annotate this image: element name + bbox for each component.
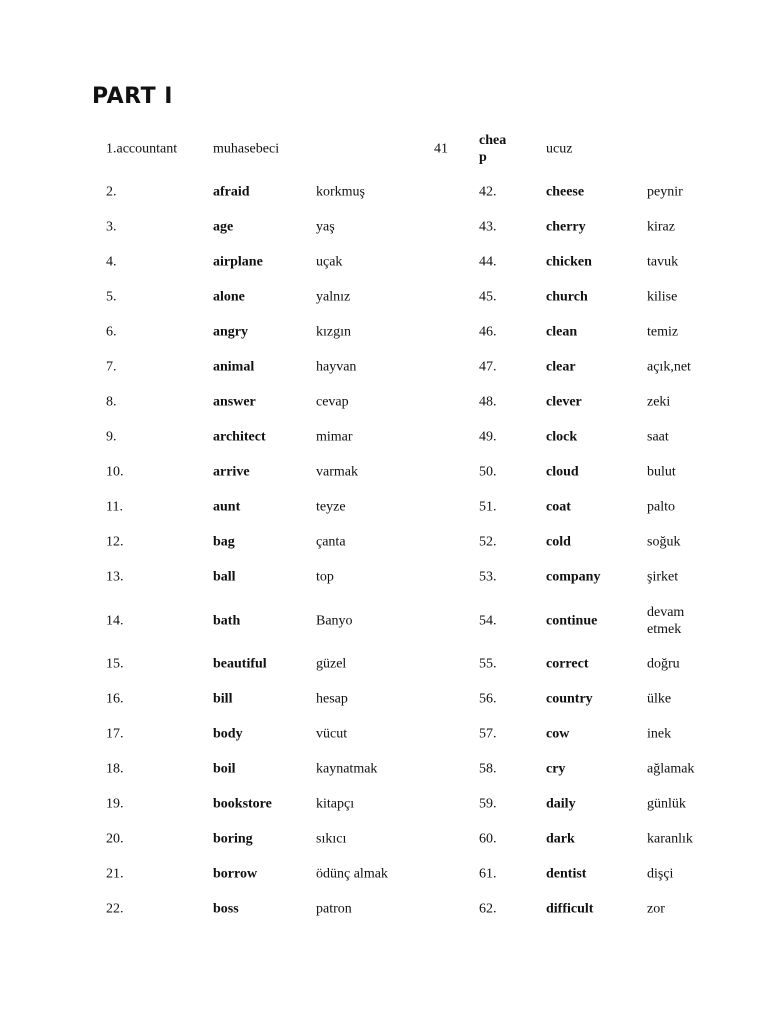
vocab-row [0, 455, 768, 489]
english-word-right: continue [546, 613, 598, 629]
vocab-row [0, 129, 768, 169]
english-word-right: country [546, 691, 593, 707]
vocab-row [0, 647, 768, 681]
english-word-right: cloud [546, 464, 579, 480]
vocab-row [0, 752, 768, 786]
entry-number-left: 19. [106, 796, 124, 812]
english-word-right: correct [546, 656, 589, 672]
english-word-left: airplane [213, 254, 263, 270]
turkish-meaning-right: palto [647, 499, 675, 515]
english-word-right: clock [546, 429, 578, 445]
entry-number-right: 43. [479, 219, 497, 235]
turkish-meaning-left: vücut [316, 726, 348, 742]
page-title: PART I [92, 84, 173, 109]
vocab-row [0, 822, 768, 856]
entry-number-right: 48. [479, 394, 497, 410]
turkish-meaning-right: kilise [647, 289, 678, 305]
english-word-right: coat [546, 499, 571, 515]
english-word-left: body [213, 726, 243, 742]
turkish-meaning-right: karanlık [647, 831, 693, 847]
entry-number-right: 41 [434, 141, 448, 157]
vocab-row [0, 420, 768, 454]
turkish-meaning-left: Banyo [316, 613, 353, 629]
turkish-meaning-right: devam etmek [647, 605, 685, 637]
entry-number-right: 56. [479, 691, 497, 707]
entry-number-left: 13. [106, 569, 124, 585]
english-word-left: aunt [213, 499, 241, 515]
entry-number-right: 46. [479, 324, 497, 340]
vocab-row [0, 525, 768, 559]
entry-number-right: 59. [479, 796, 497, 812]
vocab-row [0, 175, 768, 209]
vocab-row [0, 892, 768, 926]
vocab-row [0, 280, 768, 314]
turkish-meaning-right: dişçi [647, 866, 674, 882]
turkish-meaning-left: ödünç almak [316, 866, 388, 882]
entry-number-left: 10. [106, 464, 124, 480]
english-word-left: boil [213, 761, 236, 777]
vocab-row [0, 385, 768, 419]
entry-number-right: 54. [479, 613, 497, 629]
turkish-meaning-left: güzel [316, 656, 347, 672]
english-word-left: ball [213, 569, 236, 585]
entry-number-right: 51. [479, 499, 497, 515]
entry-number-left: 20. [106, 831, 124, 847]
turkish-meaning-left: hayvan [316, 359, 357, 375]
turkish-meaning-right: temiz [647, 324, 679, 340]
turkish-meaning-left: kaynatmak [316, 761, 378, 777]
entry-number-left: 17. [106, 726, 124, 742]
vocab-row [0, 350, 768, 384]
vocab-row [0, 857, 768, 891]
turkish-meaning-right: saat [647, 429, 669, 445]
entry-number-left: 9. [106, 429, 117, 445]
turkish-meaning-right: günlük [647, 796, 686, 812]
turkish-meaning-left: çanta [316, 534, 346, 550]
entry-number-right: 42. [479, 184, 497, 200]
vocab-row [0, 682, 768, 716]
turkish-meaning-left: sıkıcı [316, 831, 347, 847]
vocab-row [0, 210, 768, 244]
entry-number-left: 7. [106, 359, 117, 375]
entry-number-left: 3. [106, 219, 117, 235]
english-word-right: clean [546, 324, 578, 340]
turkish-meaning-left: hesap [316, 691, 348, 707]
turkish-meaning-left: top [316, 569, 334, 585]
entry-number-right: 52. [479, 534, 497, 550]
english-word-left: alone [213, 289, 245, 305]
english-word-left: boss [213, 901, 239, 917]
entry-number-left: 21. [106, 866, 124, 882]
turkish-meaning-right: zeki [647, 394, 671, 410]
entry-number-left: 12. [106, 534, 124, 550]
vocab-row [0, 717, 768, 751]
turkish-meaning-left: uçak [316, 254, 343, 270]
entry-number-left: 22. [106, 901, 124, 917]
vocab-row [0, 245, 768, 279]
english-word-right: difficult [546, 901, 594, 917]
english-word-left: beautiful [213, 656, 267, 672]
entry-number-left: 5. [106, 289, 117, 305]
entry-number-right: 62. [479, 901, 497, 917]
turkish-meaning-left: kızgın [316, 324, 351, 340]
english-word-right: dark [546, 831, 575, 847]
turkish-meaning-right: doğru [647, 656, 680, 672]
entry-number-right: 45. [479, 289, 497, 305]
entry-number-right: 57. [479, 726, 497, 742]
vocab-row [0, 315, 768, 349]
english-word-right: clever [546, 394, 582, 410]
entry-number-left: 2. [106, 184, 117, 200]
english-word-left: age [213, 219, 234, 235]
turkish-meaning-left: patron [316, 901, 352, 917]
turkish-meaning-right: zor [647, 901, 665, 917]
english-word-left: angry [213, 324, 248, 340]
english-word-right: cheap [479, 133, 507, 165]
entry-number-right: 55. [479, 656, 497, 672]
english-word-right: cherry [546, 219, 586, 235]
turkish-meaning-right: şirket [647, 569, 679, 585]
turkish-meaning-right: bulut [647, 464, 676, 480]
turkish-meaning-right: kiraz [647, 219, 675, 235]
turkish-meaning-right: açık,net [647, 359, 691, 375]
vocab-row [0, 604, 768, 638]
entry-number-left: 16. [106, 691, 124, 707]
entry-number-right: 58. [479, 761, 497, 777]
entry-number-left: 6. [106, 324, 117, 340]
english-word-left: arrive [213, 464, 250, 480]
turkish-meaning-left: korkmuş [316, 184, 365, 200]
english-word-left: boring [213, 831, 253, 847]
english-word-left: animal [213, 359, 255, 375]
turkish-meaning-right: ağlamak [647, 761, 695, 777]
entry-number-left: 4. [106, 254, 117, 270]
vocab-row [0, 490, 768, 524]
english-word-left: afraid [213, 184, 250, 200]
entry-number-right: 53. [479, 569, 497, 585]
english-word-left: bath [213, 613, 241, 629]
english-word-right: church [546, 289, 588, 305]
english-word-left: bag [213, 534, 235, 550]
entry-number-right: 44. [479, 254, 497, 270]
vocab-row [0, 560, 768, 594]
turkish-meaning-left: yalnız [316, 289, 351, 305]
entry-number-left: 11. [106, 499, 123, 515]
english-word-right: company [546, 569, 601, 585]
turkish-meaning-left: mimar [316, 429, 353, 445]
entry-number-right: 60. [479, 831, 497, 847]
english-word-left: borrow [213, 866, 258, 882]
entry-number-left: 14. [106, 613, 124, 629]
turkish-meaning-right: inek [647, 726, 672, 742]
english-word-right: cheese [546, 184, 585, 200]
english-word-right: cold [546, 534, 571, 550]
entry-number-left: 15. [106, 656, 124, 672]
turkish-meaning-left: yaş [316, 219, 335, 235]
turkish-meaning-left: teyze [316, 499, 346, 515]
entry-number-right: 50. [479, 464, 497, 480]
turkish-meaning-right: peynir [647, 184, 683, 200]
english-word-right: clear [546, 359, 576, 375]
turkish-meaning-left: kitapçı [316, 796, 355, 812]
english-word-left: bill [213, 691, 233, 707]
english-word-right: cry [546, 761, 566, 777]
turkish-meaning-left: cevap [316, 394, 349, 410]
entry-number-left: 1.accountant [106, 141, 178, 157]
english-word-right: dentist [546, 866, 587, 882]
english-word-right: cow [546, 726, 570, 742]
english-word-left: answer [213, 394, 256, 410]
turkish-meaning-right: tavuk [647, 254, 679, 270]
turkish-meaning-left: varmak [316, 464, 358, 480]
turkish-meaning-right: ülke [647, 691, 672, 707]
english-word-left: bookstore [213, 796, 272, 812]
entry-number-right: 47. [479, 359, 497, 375]
english-word-right: daily [546, 796, 576, 812]
entry-number-left: 18. [106, 761, 124, 777]
vocab-row [0, 787, 768, 821]
entry-number-right: 61. [479, 866, 497, 882]
entry-number-left: 8. [106, 394, 117, 410]
english-word-left: muhasebeci [213, 141, 280, 157]
turkish-meaning-right: ucuz [546, 141, 573, 157]
english-word-left: architect [213, 429, 266, 445]
english-word-right: chicken [546, 254, 592, 270]
entry-number-right: 49. [479, 429, 497, 445]
turkish-meaning-right: soğuk [647, 534, 681, 550]
